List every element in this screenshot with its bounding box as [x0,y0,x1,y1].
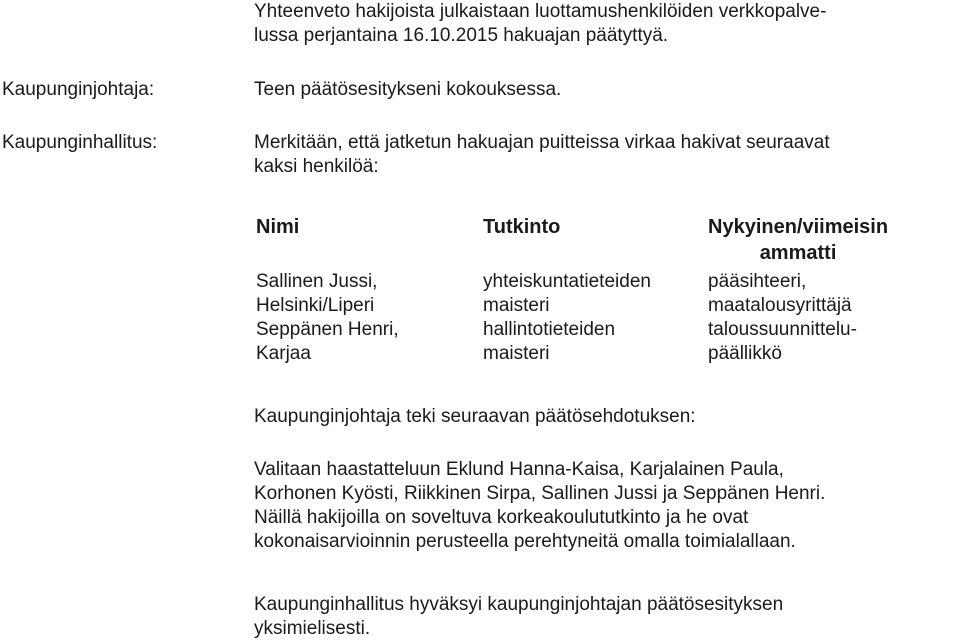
proposal-line-4: kokonaisarvioinnin perusteella perehtyneitä omalla toimialallaan. [254,531,796,552]
cell-name [256,270,377,318]
decision-paragraph [254,593,954,641]
cell-name-line: Karjaa [256,343,311,364]
table-row [254,270,954,318]
proposal-paragraph [254,458,954,554]
decision-line-2: yksimielisesti. [254,618,371,639]
proposal-line-2: Korhonen Kyösti, Riikkinen Sirpa, Sallinen Jussi ja Seppänen Henri. [254,483,826,504]
intro-paragraph [254,0,954,48]
cell-degree [483,318,615,366]
intro-line-1: Yhteenveto hakijoista julkaistaan luottamushenkilöiden verkkopalve- [254,1,827,22]
cell-name-line: Seppänen Henri, [256,319,399,340]
mayor-statement-text: Teen päätösesitykseni kokouksessa. [254,79,562,100]
board-label: Kaupunginhallitus: [2,132,158,153]
mayor-label: Kaupunginjohtaja: [2,79,155,100]
proposal-line-1: Valitaan haastatteluun Eklund Hanna-Kaisa, Karjalainen Paula, [254,459,784,480]
cell-degree-line: yhteiskuntatieteiden [483,271,651,292]
board-line-1: Merkitään, että jatketun hakuajan puitteissa virkaa hakivat seuraavat [254,132,830,153]
cell-occupation [708,318,857,366]
cell-occupation [708,270,852,318]
intro-line-2: lussa perjantaina 16.10.2015 hakuajan päätyttyä. [254,25,669,46]
header-name: Nimi [256,216,300,238]
header-degree: Tutkinto [483,216,561,238]
cell-degree-line: maisteri [483,295,550,316]
mayor-statement [254,78,954,102]
table-row [254,318,954,366]
header-occupation [708,214,888,266]
board-paragraph [254,131,954,179]
cell-occupation-line: maatalousyrittäjä [708,295,852,316]
board-line-2: kaksi henkilöä: [254,156,379,177]
cell-name-line: Sallinen Jussi, [256,271,378,292]
cell-occupation-line: päällikkö [708,343,782,364]
proposal-intro-paragraph [254,405,954,429]
cell-occupation-line: pääsihteeri, [708,271,807,292]
decision-line-1: Kaupunginhallitus hyväksyi kaupunginjohtajan päätösesityksen [254,594,784,615]
cell-degree-line: maisteri [483,343,550,364]
header-occupation-line-1: Nykyinen/viimeisin [708,216,889,238]
applicants-table [254,214,954,366]
proposal-intro-text: Kaupunginjohtaja teki seuraavan päätösehdotuksen: [254,406,696,427]
cell-occupation-line: taloussuunnittelu- [708,319,857,340]
cell-degree [483,270,651,318]
header-occupation-line-2: ammatti [759,242,837,264]
cell-name-line: Helsinki/Liperi [256,295,375,316]
cell-name [256,318,399,366]
cell-degree-line: hallintotieteiden [483,319,616,340]
table-header-row [254,214,954,270]
proposal-line-3: Näillä hakijoilla on soveltuva korkeakoulututkinto ja he ovat [254,507,749,528]
